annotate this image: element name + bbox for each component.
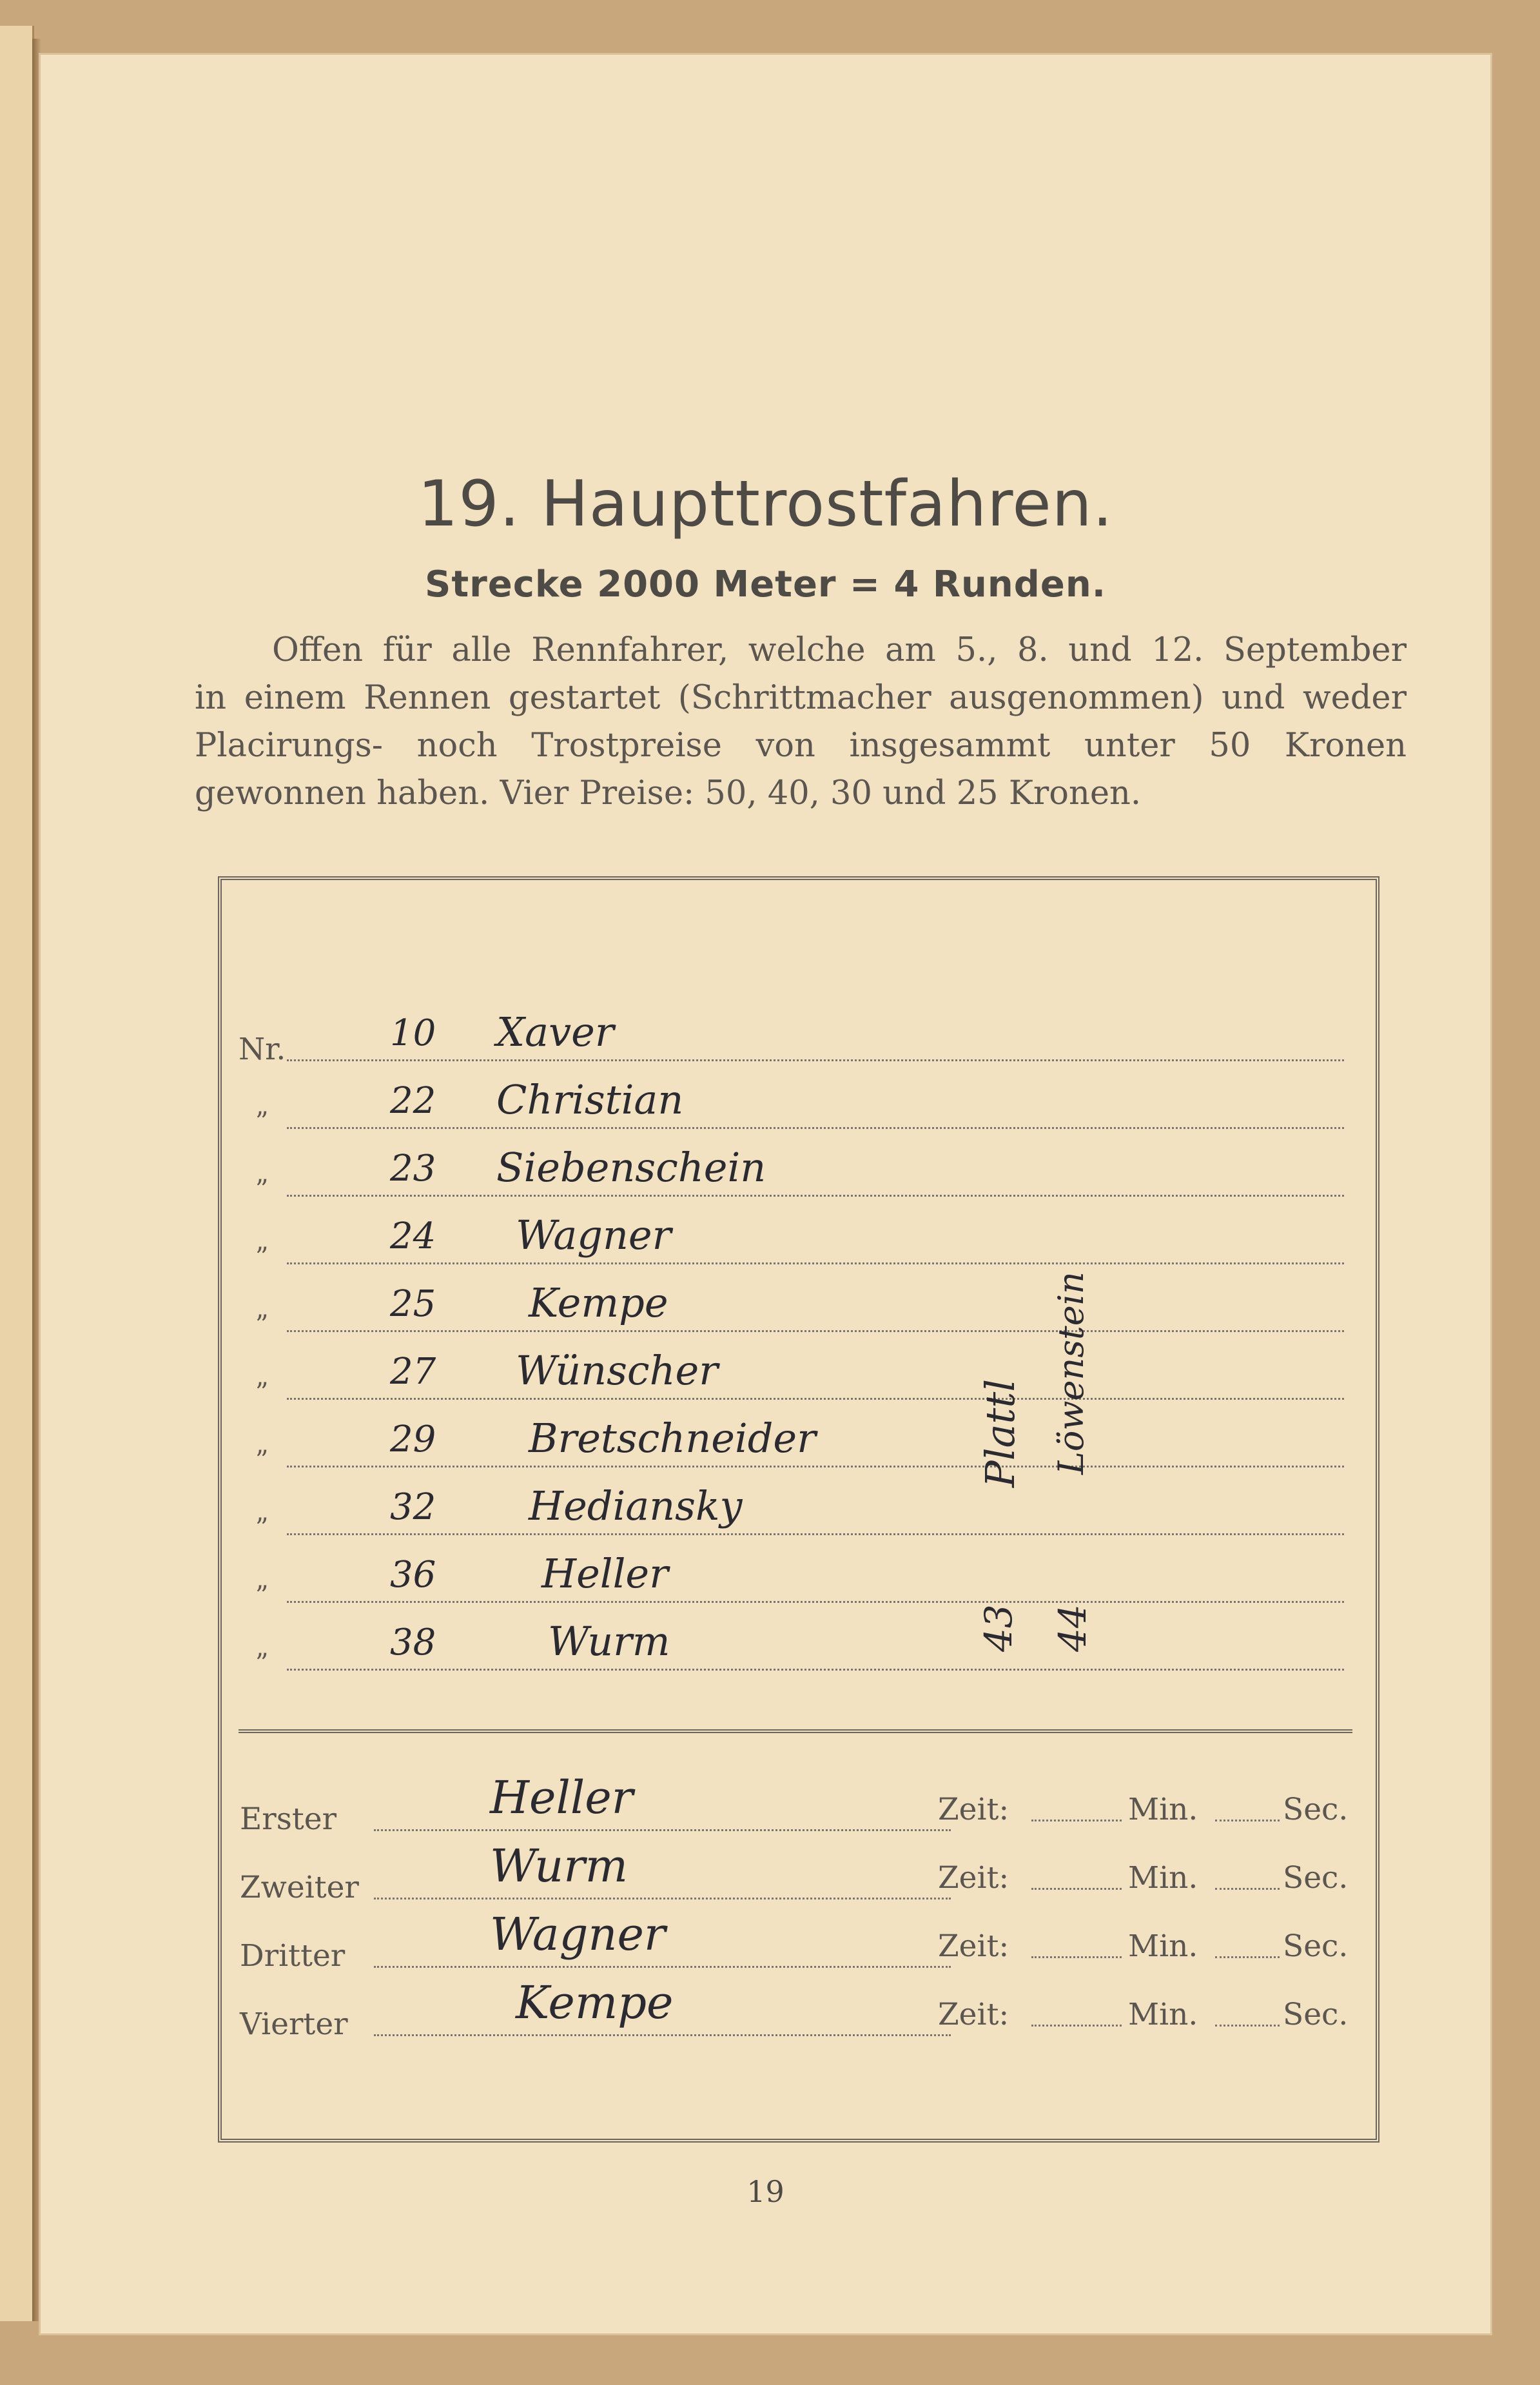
- sec-label: Sec.: [1283, 1792, 1349, 1827]
- side-note-name: Löwenstein: [1051, 1271, 1091, 1475]
- min-label: Min.: [1128, 1792, 1198, 1827]
- entry-line: [287, 1398, 1344, 1400]
- result-line: [374, 2034, 951, 2036]
- minutes-line: [1031, 2025, 1122, 2027]
- page: [39, 53, 1492, 2335]
- side-note-name: Plattl: [977, 1379, 1024, 1487]
- zeit-label: Zeit:: [938, 1997, 1009, 2032]
- sec-label: Sec.: [1283, 1929, 1349, 1964]
- start-number: 25: [390, 1283, 436, 1325]
- event-title: 19. Haupttrostfahren.: [418, 467, 1113, 541]
- rider-name: Bretschneider: [529, 1415, 816, 1462]
- seconds-line: [1215, 2025, 1280, 2027]
- start-number: 23: [390, 1148, 436, 1190]
- rider-name: Wagner: [516, 1212, 672, 1259]
- entry-line: [287, 1262, 1344, 1264]
- entry-line: [287, 1127, 1344, 1129]
- start-number: 24: [390, 1215, 436, 1257]
- rider-name: Christian: [496, 1076, 684, 1123]
- sec-label: Sec.: [1283, 1997, 1349, 2032]
- rider-name: Xaver: [496, 1008, 614, 1055]
- conditions-line: Placirungs- noch Trostpreise von insgesammt unter 50 Kronen: [195, 727, 1407, 765]
- result-line: [374, 1898, 951, 1899]
- rider-name: Wurm: [548, 1618, 670, 1665]
- seconds-line: [1215, 1820, 1280, 1821]
- place-label: Dritter: [240, 1938, 346, 1974]
- seconds-line: [1215, 1956, 1280, 1958]
- winner-name: Wagner: [490, 1908, 666, 1961]
- result-line: [374, 1829, 951, 1831]
- conditions-line: Offen für alle Rennfahrer, welche am 5., 8. und 12. September: [272, 631, 1407, 669]
- ditto-mark: ”: [255, 1649, 269, 1678]
- entry-line: [287, 1059, 1344, 1061]
- rider-name: Heller: [541, 1550, 668, 1597]
- result-line: [374, 1966, 951, 1968]
- start-number: 27: [390, 1351, 436, 1393]
- seconds-line: [1215, 1888, 1280, 1890]
- facing-page-edge: [0, 26, 34, 2321]
- zeit-label: Zeit:: [938, 1929, 1009, 1964]
- ditto-mark: ”: [255, 1581, 269, 1611]
- place-label: Erster: [240, 1801, 337, 1837]
- start-number: 38: [390, 1622, 436, 1664]
- entry-line: [287, 1601, 1344, 1603]
- entry-line: [287, 1669, 1344, 1671]
- start-number: 10: [390, 1012, 436, 1054]
- start-number: 29: [390, 1418, 436, 1460]
- event-distance: Strecke 2000 Meter = 4 Runden.: [425, 564, 1106, 605]
- zeit-label: Zeit:: [938, 1860, 1009, 1896]
- ditto-mark: ”: [255, 1513, 269, 1543]
- min-label: Min.: [1128, 1929, 1198, 1964]
- sec-label: Sec.: [1283, 1860, 1349, 1896]
- nr-label: Nr.: [239, 1032, 286, 1067]
- start-number: 22: [390, 1080, 436, 1122]
- place-label: Zweiter: [240, 1870, 359, 1905]
- side-note-number: 43: [977, 1604, 1020, 1652]
- minutes-line: [1031, 1956, 1122, 1958]
- winner-name: Kempe: [516, 1976, 674, 2029]
- conditions-line: in einem Rennen gestartet (Schrittmacher ausgenommen) und weder: [195, 679, 1407, 717]
- page-number: 19: [746, 2174, 785, 2209]
- ditto-mark: ”: [255, 1446, 269, 1475]
- entry-line: [287, 1330, 1344, 1332]
- start-number: 36: [390, 1554, 436, 1596]
- ditto-mark: ”: [255, 1310, 269, 1340]
- ditto-mark: ”: [255, 1242, 269, 1272]
- section-divider: [239, 1729, 1352, 1733]
- side-note-number: 44: [1051, 1604, 1095, 1652]
- rider-name: Wünscher: [516, 1347, 718, 1394]
- rider-name: Kempe: [529, 1279, 668, 1326]
- min-label: Min.: [1128, 1860, 1198, 1896]
- rider-name: Hediansky: [529, 1482, 743, 1529]
- zeit-label: Zeit:: [938, 1792, 1009, 1827]
- winner-name: Heller: [490, 1771, 634, 1824]
- rider-name: Siebenschein: [496, 1144, 766, 1191]
- minutes-line: [1031, 1888, 1122, 1890]
- conditions-line: gewonnen haben. Vier Preise: 50, 40, 30 und 25 Kronen.: [195, 774, 1142, 812]
- event-conditions: [195, 627, 1407, 818]
- entry-line: [287, 1533, 1344, 1535]
- ditto-mark: ”: [255, 1378, 269, 1408]
- minutes-line: [1031, 1820, 1122, 1821]
- ditto-mark: ”: [255, 1175, 269, 1204]
- ditto-mark: ”: [255, 1107, 269, 1137]
- winner-name: Wurm: [490, 1840, 629, 1892]
- min-label: Min.: [1128, 1997, 1198, 2032]
- start-number: 32: [390, 1486, 436, 1528]
- entry-line: [287, 1466, 1344, 1467]
- place-label: Vierter: [240, 2007, 348, 2042]
- entry-line: [287, 1195, 1344, 1197]
